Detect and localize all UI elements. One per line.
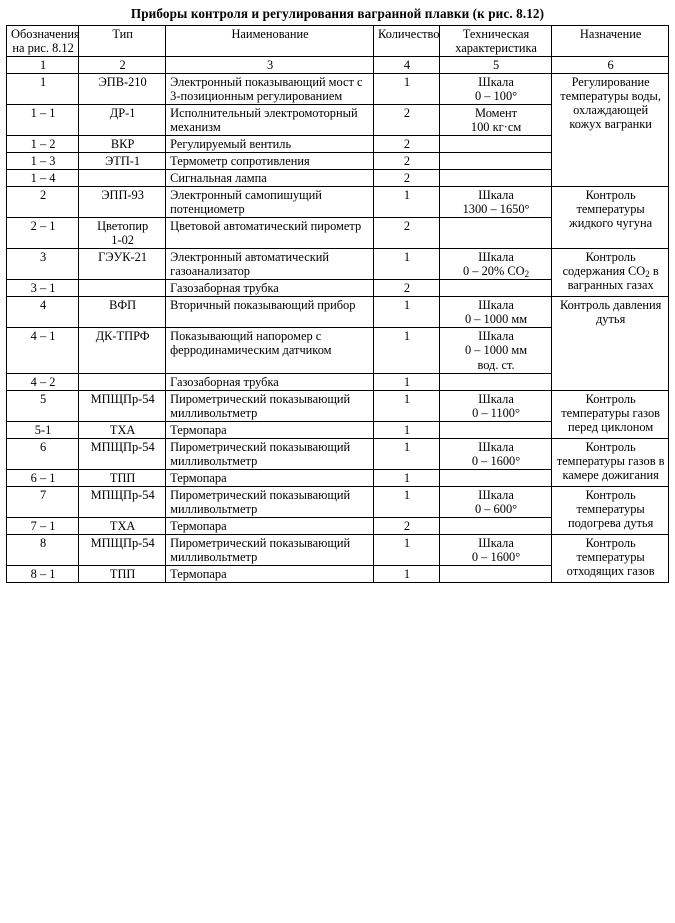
page-title: Приборы контроля и регулирования вагранной плавки (к рис. 8.12) [130, 6, 545, 21]
cell-designation: 5-1 [7, 421, 79, 438]
column-number-5: 6 [552, 57, 669, 74]
cell-type [79, 373, 166, 390]
cell-type: ГЭУК-21 [79, 249, 166, 280]
cell-designation: 4 – 2 [7, 373, 79, 390]
table-row [7, 438, 669, 469]
cell-type [79, 280, 166, 297]
cell-name: Термопара [166, 517, 374, 534]
cell-spec: Шкала 0 – 1000 мм вод. ст. [439, 328, 551, 373]
cell-type: ТХА [79, 517, 166, 534]
table-body [7, 26, 669, 583]
cell-designation: 6 [7, 438, 79, 469]
cell-designation: 3 [7, 249, 79, 280]
cell-type: ВФП [79, 297, 166, 328]
cell-name: Пирометрический показывающий милливольтметр [166, 438, 374, 469]
cell-type: МПЩПр-54 [79, 486, 166, 517]
cell-name: Газозаборная трубка [166, 280, 374, 297]
cell-purpose: Контроль температуры газов перед циклоном [552, 390, 669, 438]
column-number-3: 4 [374, 57, 440, 74]
cell-spec [439, 170, 551, 187]
cell-spec [439, 280, 551, 297]
cell-quantity: 1 [374, 249, 440, 280]
cell-type: ДК-ТПРФ [79, 328, 166, 373]
cell-type: МПЩПр-54 [79, 390, 166, 421]
cell-spec: Шкала 0 – 100° [439, 74, 551, 105]
cell-quantity: 2 [374, 170, 440, 187]
cell-type: ТХА [79, 421, 166, 438]
cell-type: ТПП [79, 565, 166, 582]
cell-designation: 8 – 1 [7, 565, 79, 582]
cell-spec: Шкала 1300 – 1650° [439, 187, 551, 218]
cell-quantity: 1 [374, 74, 440, 105]
cell-quantity: 2 [374, 218, 440, 249]
cell-spec [439, 136, 551, 153]
cell-quantity: 1 [374, 438, 440, 469]
column-number-row [7, 57, 669, 74]
table-row [7, 297, 669, 328]
table-row [7, 534, 669, 565]
cell-quantity: 1 [374, 565, 440, 582]
column-header-3: Количество [374, 26, 440, 57]
cell-spec [439, 469, 551, 486]
cell-designation: 1 – 2 [7, 136, 79, 153]
cell-spec [439, 421, 551, 438]
cell-designation: 7 [7, 486, 79, 517]
cell-name: Сигнальная лампа [166, 170, 374, 187]
cell-quantity: 2 [374, 280, 440, 297]
cell-purpose: Контроль температуры жидкого чугуна [552, 187, 669, 249]
column-number-4: 5 [439, 57, 551, 74]
cell-purpose: Контроль температуры газов в камере дожигания [552, 438, 669, 486]
cell-name: Цветовой автоматический пирометр [166, 218, 374, 249]
cell-designation: 1 – 3 [7, 153, 79, 170]
cell-quantity: 2 [374, 136, 440, 153]
cell-spec [439, 373, 551, 390]
cell-name: Термопара [166, 469, 374, 486]
cell-type: ВКР [79, 136, 166, 153]
cell-quantity: 1 [374, 469, 440, 486]
cell-name: Пирометрический показывающий милливольтметр [166, 390, 374, 421]
cell-purpose: Контроль температуры подогрева дутья [552, 486, 669, 534]
cell-spec: Шкала 0 – 1600° [439, 438, 551, 469]
cell-quantity: 1 [374, 187, 440, 218]
cell-quantity: 2 [374, 153, 440, 170]
cell-type: ТПП [79, 469, 166, 486]
table-header-row [7, 26, 669, 57]
cell-type: МПЩПр-54 [79, 438, 166, 469]
table-row [7, 74, 669, 105]
cell-name: Термопара [166, 565, 374, 582]
cell-name: Термометр сопротивления [166, 153, 374, 170]
cell-purpose: Контроль давления дутья [552, 297, 669, 390]
cell-spec [439, 218, 551, 249]
cell-spec: Момент 100 кг·см [439, 105, 551, 136]
cell-name: Вторичный показывающий прибор [166, 297, 374, 328]
cell-purpose: Контроль содержания $CO_2$ в вагранных газах [552, 249, 669, 297]
cell-designation: 3 – 1 [7, 280, 79, 297]
cell-name: Газозаборная трубка [166, 373, 374, 390]
cell-purpose: Регулирование температуры воды, охлаждающей кожух вагранки [552, 74, 669, 187]
cell-name: Регулируемый вентиль [166, 136, 374, 153]
table-row [7, 187, 669, 218]
cell-name: Пирометрический показывающий милливольтметр [166, 486, 374, 517]
cell-designation: 4 – 1 [7, 328, 79, 373]
cell-designation: 2 – 1 [7, 218, 79, 249]
cell-quantity: 1 [374, 328, 440, 373]
cell-quantity: 1 [374, 373, 440, 390]
cell-designation: 2 [7, 187, 79, 218]
cell-type: ЭПП-93 [79, 187, 166, 218]
cell-spec: Шкала 0 – 1000 мм [439, 297, 551, 328]
cell-designation: 8 [7, 534, 79, 565]
cell-quantity: 1 [374, 297, 440, 328]
cell-designation: 1 [7, 74, 79, 105]
cell-designation: 6 – 1 [7, 469, 79, 486]
cell-quantity: 2 [374, 517, 440, 534]
cell-type: Цветопир 1-02 [79, 218, 166, 249]
column-number-0: 1 [7, 57, 79, 74]
column-header-4: Техническая характеристика [439, 26, 551, 57]
column-header-1: Тип [79, 26, 166, 57]
cell-designation: 1 – 4 [7, 170, 79, 187]
cell-quantity: 1 [374, 421, 440, 438]
cell-type: МПЩПр-54 [79, 534, 166, 565]
cell-quantity: 1 [374, 486, 440, 517]
cell-spec [439, 153, 551, 170]
column-header-0: Обозначения на рис. 8.12 [7, 26, 79, 57]
cell-name: Электронный самопишущий потенциометр [166, 187, 374, 218]
cell-designation: 1 – 1 [7, 105, 79, 136]
cell-spec: Шкала 0 – 1100° [439, 390, 551, 421]
cell-spec: Шкала 0 – 20% $CO_2$ [439, 249, 551, 280]
cell-quantity: 1 [374, 534, 440, 565]
column-number-1: 2 [79, 57, 166, 74]
cell-spec [439, 517, 551, 534]
cell-designation: 5 [7, 390, 79, 421]
cell-designation: 7 – 1 [7, 517, 79, 534]
cell-name: Исполнительный электромоторный механизм [166, 105, 374, 136]
cell-purpose: Контроль температуры отходящих газов [552, 534, 669, 582]
cell-name: Электронный показывающий мост с 3-позиционным регулированием [166, 74, 374, 105]
instruments-table [6, 25, 669, 583]
cell-name: Электронный автоматический газоанализатор [166, 249, 374, 280]
cell-quantity: 2 [374, 105, 440, 136]
cell-type: ЭТП-1 [79, 153, 166, 170]
column-header-2: Наименование [166, 26, 374, 57]
column-header-5: Назначение [552, 26, 669, 57]
table-row [7, 249, 669, 280]
cell-name: Пирометрический показывающий милливольтметр [166, 534, 374, 565]
cell-quantity: 1 [374, 390, 440, 421]
cell-spec [439, 565, 551, 582]
cell-type [79, 170, 166, 187]
cell-spec: Шкала 0 – 600° [439, 486, 551, 517]
cell-name: Показывающий напоромер с ферродинамическим датчиком [166, 328, 374, 373]
column-number-2: 3 [166, 57, 374, 74]
table-row [7, 486, 669, 517]
cell-designation: 4 [7, 297, 79, 328]
cell-type: ДР-1 [79, 105, 166, 136]
cell-spec: Шкала 0 – 1600° [439, 534, 551, 565]
table-row [7, 390, 669, 421]
cell-name: Термопара [166, 421, 374, 438]
cell-type: ЭПВ-210 [79, 74, 166, 105]
